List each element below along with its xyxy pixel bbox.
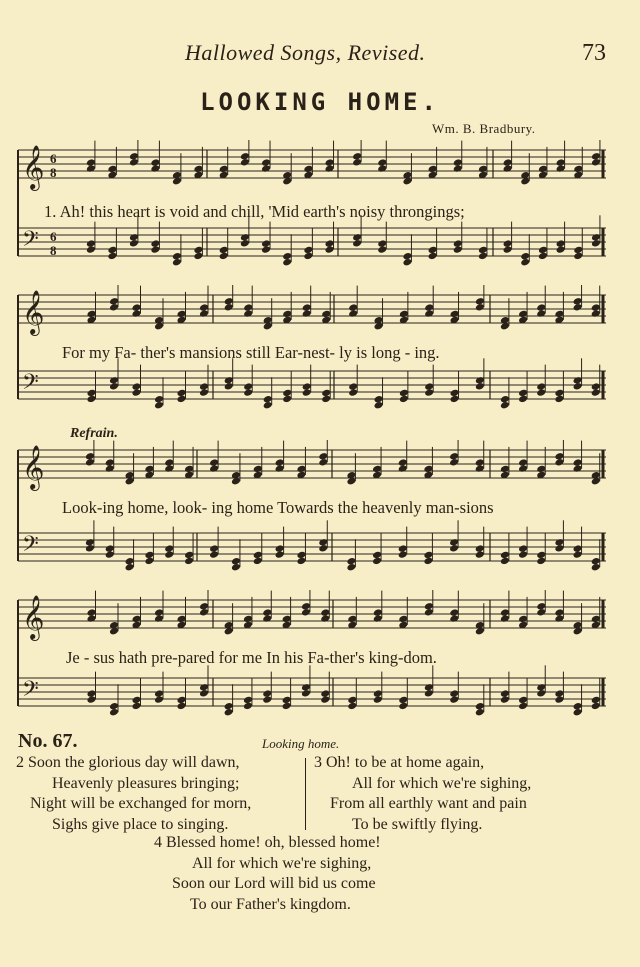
note-head (475, 382, 485, 391)
refrain-label: Refrain. (70, 426, 118, 441)
page-header (0, 40, 640, 70)
note-head (399, 395, 409, 404)
note-head (209, 550, 219, 559)
note-head (209, 464, 219, 473)
note-head (591, 563, 601, 572)
verse-3 (314, 753, 531, 835)
verse-3-line: 3 Oh! to be at home again, (314, 754, 485, 771)
treble-clef-icon: 𝄞 (22, 595, 45, 639)
note-head (500, 401, 510, 410)
hymn-number: No. 67. (18, 730, 78, 752)
note-head (132, 702, 142, 711)
bass-clef-icon: 𝄢 (22, 370, 39, 400)
note-head (150, 245, 160, 254)
time-signature: 8 (50, 243, 57, 258)
note-head (303, 252, 313, 261)
note-head (219, 252, 229, 261)
note-head (109, 708, 119, 717)
note-head (184, 557, 194, 566)
page-number: 73 (582, 40, 606, 66)
lyric-line-1: 1. Ah! this heart is void and chill, 'Mid earth's noisy throngings; (44, 202, 465, 221)
treble-clef-icon: 𝄞 (22, 445, 45, 489)
note-head (132, 309, 142, 318)
note-head (132, 388, 142, 397)
verse-4-line: All for which we're sighing, (192, 854, 372, 872)
note-head (554, 614, 564, 623)
time-signature: 8 (50, 165, 57, 180)
note-head (573, 708, 583, 717)
note-head (450, 395, 460, 404)
note-head (377, 245, 387, 254)
note-head (500, 695, 510, 704)
note-head (154, 695, 164, 704)
note-head (398, 550, 408, 559)
note-head (352, 158, 362, 167)
note-head (423, 557, 433, 566)
note-head (377, 164, 387, 173)
note-head (224, 708, 234, 717)
note-head (109, 303, 119, 312)
note-head (144, 557, 154, 566)
column-divider (305, 758, 306, 830)
note-head (231, 563, 241, 572)
note-head (536, 557, 546, 566)
note-head (282, 258, 292, 267)
note-head (263, 401, 273, 410)
lyric-line-2: For my Fa- ther's mansions still Ear-nest- ly is long - ing. (62, 343, 440, 362)
note-head (424, 309, 434, 318)
note-head (449, 544, 459, 553)
note-head (554, 695, 564, 704)
tune-label: Looking home. (262, 736, 340, 751)
note-head (325, 164, 335, 173)
note-head (109, 382, 119, 391)
note-head (325, 245, 335, 254)
note-head (87, 695, 97, 704)
note-head (536, 309, 546, 318)
note-head (475, 303, 485, 312)
note-head (556, 164, 566, 173)
note-head (475, 550, 485, 559)
note-head (87, 614, 97, 623)
note-head (199, 689, 209, 698)
note-head (573, 252, 583, 261)
note-head (154, 401, 164, 410)
note-head (554, 544, 564, 553)
note-head (224, 382, 234, 391)
verse-2-line: Night will be exchanged for morn, (30, 795, 252, 812)
note-head (87, 395, 97, 404)
note-head (424, 388, 434, 397)
note-head (591, 239, 601, 248)
note-head (318, 458, 328, 467)
note-head (591, 309, 601, 318)
note-head (518, 395, 528, 404)
note-head (536, 388, 546, 397)
note-head (424, 608, 434, 617)
verse-3-line: To be swiftly flying. (352, 815, 483, 833)
note-head (243, 309, 253, 318)
treble-clef-icon: 𝄞 (22, 145, 45, 189)
note-head (518, 464, 528, 473)
bass-clef-icon: 𝄢 (22, 677, 39, 707)
note-head (573, 464, 583, 473)
note-head (193, 252, 203, 261)
note-head (240, 239, 250, 248)
note-head (518, 550, 528, 559)
note-head (301, 689, 311, 698)
note-head (164, 550, 174, 559)
note-head (478, 252, 488, 261)
note-head (302, 309, 312, 318)
note-head (125, 563, 135, 572)
note-head (428, 252, 438, 261)
verse-2-line: 2 Soon the glorious day will dawn, (16, 754, 240, 771)
note-head (453, 164, 463, 173)
note-head (373, 614, 383, 623)
note-head (556, 245, 566, 254)
treble-clef-icon: 𝄞 (22, 290, 45, 334)
bass-clef-icon: 𝄢 (22, 227, 39, 257)
note-head (177, 702, 187, 711)
note-head (538, 252, 548, 261)
note-head (321, 395, 331, 404)
note-head (172, 258, 182, 267)
note-head (105, 464, 115, 473)
song-title: LOOKING HOME. (200, 88, 440, 116)
note-head (243, 388, 253, 397)
note-head (154, 614, 164, 623)
note-head (536, 608, 546, 617)
note-head (105, 550, 115, 559)
note-head (503, 164, 513, 173)
note-head (224, 303, 234, 312)
note-head (402, 258, 412, 267)
note-head (347, 702, 357, 711)
note-head (573, 382, 583, 391)
note-head (520, 258, 530, 267)
note-head (253, 557, 263, 566)
note-head (129, 239, 139, 248)
note-head (261, 164, 271, 173)
note-head (86, 164, 96, 173)
note-head (591, 158, 601, 167)
time-signature: 6 (50, 229, 57, 244)
note-head (85, 458, 95, 467)
note-head (352, 239, 362, 248)
verse-3-line: From all earthly want and pain (330, 795, 527, 812)
note-head (449, 695, 459, 704)
note-head (536, 689, 546, 698)
verse-4-line: To our Father's kingdom. (190, 895, 351, 913)
note-head (199, 388, 209, 397)
note-head (86, 245, 96, 254)
note-head (573, 303, 583, 312)
composer-credit: Wm. B. Bradbury. (432, 121, 536, 136)
note-head (107, 252, 117, 261)
note-head (374, 401, 384, 410)
verse-2-line: Heavenly pleasures bringing; (52, 774, 240, 792)
note-head (554, 458, 564, 467)
note-head (296, 557, 306, 566)
note-head (320, 614, 330, 623)
note-head (261, 245, 271, 254)
note-head (503, 245, 513, 254)
note-head (177, 395, 187, 404)
note-head (398, 702, 408, 711)
note-head (282, 395, 292, 404)
note-head (449, 458, 459, 467)
note-head (275, 464, 285, 473)
note-head (301, 608, 311, 617)
note-head (302, 388, 312, 397)
running-title: Hallowed Songs, Revised. (185, 40, 426, 65)
verse-4-line: 4 Blessed home! oh, blessed home! (154, 834, 381, 851)
time-signature: 6 (50, 151, 57, 166)
note-head (373, 695, 383, 704)
note-head (199, 608, 209, 617)
note-head (262, 614, 272, 623)
note-head (398, 464, 408, 473)
lyric-line-4: Je - sus hath pre-pared for me In his Fa-ther's king-dom. (66, 648, 437, 667)
verse-2 (16, 753, 251, 835)
verse-3-line: All for which we're sighing, (352, 774, 532, 792)
note-head (243, 702, 253, 711)
note-head (554, 395, 564, 404)
verse-4-line: Soon our Lord will bid us come (172, 875, 376, 892)
note-head (85, 544, 95, 553)
note-head (150, 164, 160, 173)
verse-2-line: Sighs give place to singing. (52, 815, 229, 833)
note-head (164, 464, 174, 473)
note-head (348, 309, 358, 318)
note-head (372, 557, 382, 566)
note-head (500, 557, 510, 566)
note-head (475, 708, 485, 717)
note-head (449, 614, 459, 623)
note-head (591, 702, 601, 711)
note-head (348, 388, 358, 397)
note-head (129, 158, 139, 167)
note-head (240, 158, 250, 167)
note-head (320, 695, 330, 704)
bass-clef-icon: 𝄢 (22, 532, 39, 562)
note-head (573, 550, 583, 559)
verse-4 (154, 833, 381, 915)
note-head (591, 388, 601, 397)
note-head (262, 695, 272, 704)
lyric-line-3: Look-ing home, look- ing home Towards the heavenly man-sions (62, 498, 494, 517)
note-head (518, 702, 528, 711)
note-head (475, 464, 485, 473)
note-head (318, 544, 328, 553)
note-head (424, 689, 434, 698)
note-head (282, 702, 292, 711)
note-head (199, 309, 209, 318)
note-head (275, 550, 285, 559)
note-head (453, 245, 463, 254)
note-head (500, 614, 510, 623)
note-head (346, 563, 356, 572)
